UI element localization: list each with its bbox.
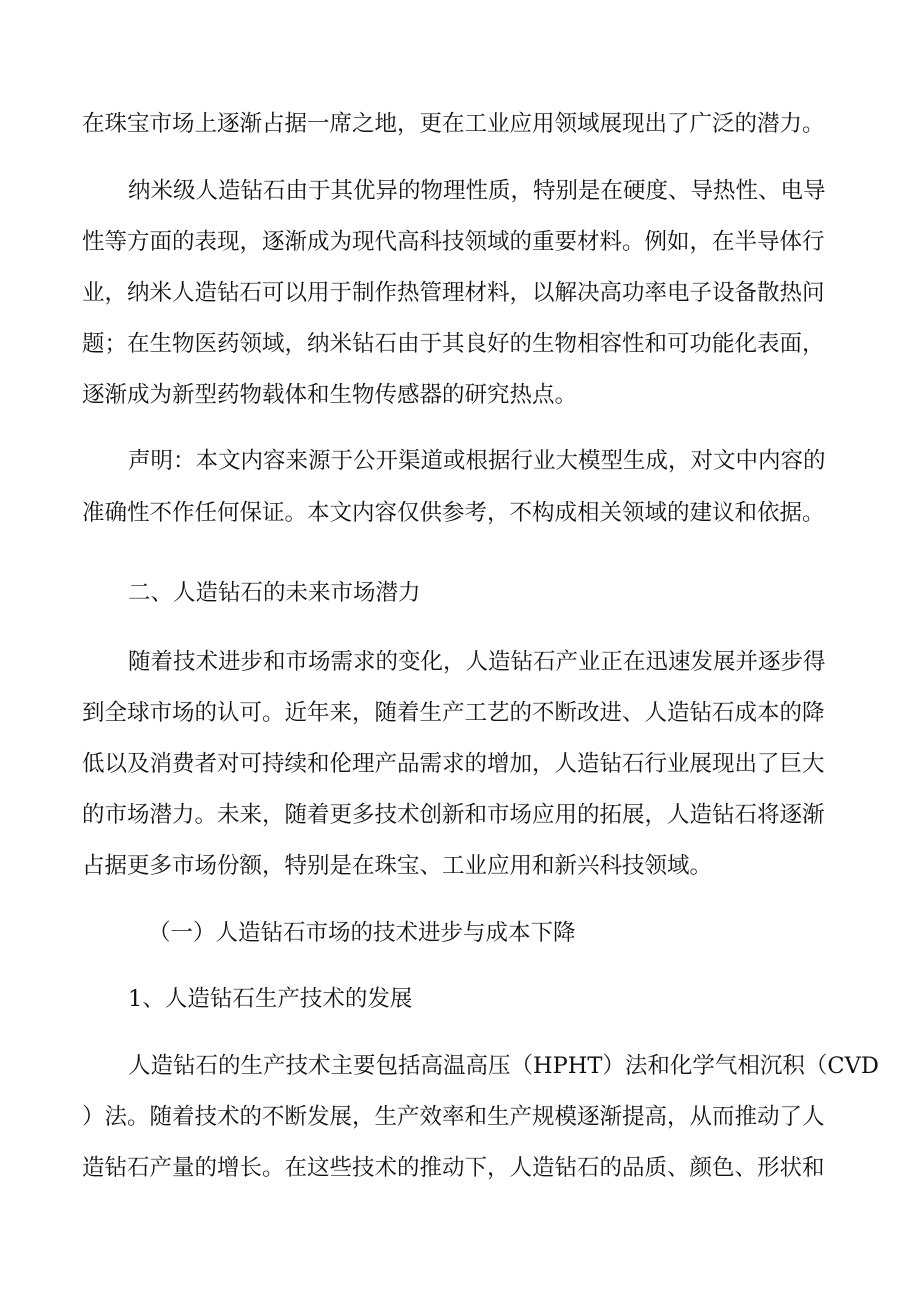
paragraph-8-line-3: 造钻石产量的增长。在这些技术的推动下，人造钻石的品质、颜色、形状和 [82,1155,825,1181]
paragraph-5-line-2: 到全球市场的认可。近年来，随着生产工艺的不断改进、人造钻石成本的降 [82,700,825,726]
subsection-heading: （一）人造钻石市场的技术进步与成本下降 [148,920,576,946]
paragraph-8-line-2: ）法。随着技术的不断发展，生产效率和生产规模逐渐提高，从而推动了人 [82,1104,825,1130]
paragraph-2-line-5: 逐渐成为新型药物载体和生物传感器的研究热点。 [82,382,578,408]
paragraph-8-line-1: 人造钻石的生产技术主要包括高温高压（HPHT）法和化学气相沉积（CVD [128,1053,879,1079]
paragraph-5-line-5: 占据更多市场份额，特别是在珠宝、工业应用和新兴科技领域。 [82,853,713,879]
paragraph-5-line-4: 的市场潜力。未来，随着更多技术创新和市场应用的拓展，人造钻石将逐渐 [82,802,825,828]
paragraph-1-line-1: 在珠宝市场上逐渐占据一席之地，更在工业应用领域展现出了广泛的潜力。 [82,111,825,137]
section-heading: 二、人造钻石的未来市场潜力 [128,580,421,606]
paragraph-2-line-1: 纳米级人造钻石由于其优异的物理性质，特别是在硬度、导热性、电导 [128,178,826,204]
paragraph-3-line-1: 声明：本文内容来源于公开渠道或根据行业大模型生成，对文中内容的 [128,448,826,474]
subsubsection-heading: 1、人造钻石生产技术的发展 [128,986,413,1012]
paragraph-2-line-3: 业，纳米人造钻石可以用于制作热管理材料，以解决高功率电子设备散热问 [82,280,825,306]
paragraph-2-line-2: 性等方面的表现，逐渐成为现代高科技领域的重要材料。例如，在半导体行 [82,229,825,255]
paragraph-5-line-3: 低以及消费者对可持续和伦理产品需求的增加，人造钻石行业展现出了巨大 [82,751,825,777]
paragraph-5-line-1: 随着技术进步和市场需求的变化，人造钻石产业正在迅速发展并逐步得 [128,649,826,675]
paragraph-3-line-2: 准确性不作任何保证。本文内容仅供参考，不构成相关领域的建议和依据。 [82,500,825,526]
paragraph-2-line-4: 题；在生物医药领域，纳米钻石由于其良好的生物相容性和可功能化表面， [82,331,825,357]
